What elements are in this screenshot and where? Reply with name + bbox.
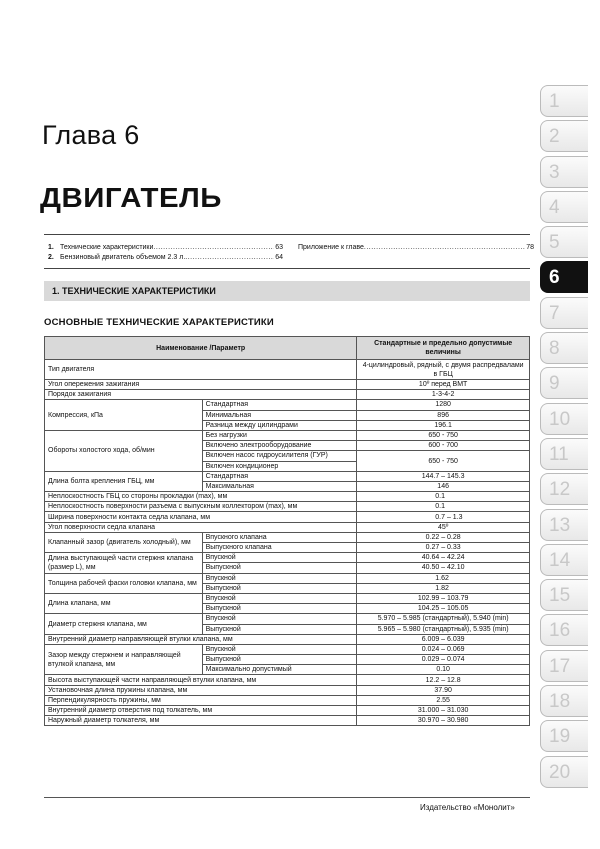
toc-right — [298, 243, 534, 253]
table-row — [45, 390, 530, 400]
param-sub: Включено электрооборудование — [202, 441, 357, 451]
table-row — [45, 492, 530, 502]
chapter-tabs — [540, 85, 588, 791]
param-sub: Впускного клапана — [202, 532, 357, 542]
toc-item-text: Приложение к главе — [298, 244, 364, 251]
table-row — [45, 360, 530, 380]
param-value: 196.1 — [357, 420, 530, 430]
param-sub: Включен кондиционер — [202, 461, 357, 471]
param-sub: Впускной — [202, 553, 357, 563]
table-row — [45, 471, 530, 481]
table-row — [45, 553, 530, 563]
param-value: 40.50 – 42.10 — [357, 563, 530, 573]
chapter-tab[interactable]: 12 — [540, 473, 588, 505]
param-name: Внутренний диаметр направляющей втулки клапана, мм — [45, 634, 357, 644]
param-name: Перпендикулярность пружины, мм — [45, 695, 357, 705]
chapter-tab[interactable]: 2 — [540, 120, 588, 152]
chapter-tab[interactable]: 5 — [540, 226, 588, 258]
param-value: 12.2 – 12.8 — [357, 675, 530, 685]
param-value: 0.029 – 0.074 — [357, 655, 530, 665]
param-sub: Выпускного клапана — [202, 543, 357, 553]
param-sub: Впускной — [202, 644, 357, 654]
param-sub: Выпускной — [202, 583, 357, 593]
param-value: 1.62 — [357, 573, 530, 583]
param-sub: Максимальная — [202, 481, 357, 491]
param-name: Высота выступающей части направляющей втулки клапана, мм — [45, 675, 357, 685]
table-row — [45, 685, 530, 695]
param-sub: Впускной — [202, 593, 357, 603]
table-row — [45, 706, 530, 716]
param-name: Компрессия, кПа — [45, 400, 203, 431]
param-value: 896 — [357, 410, 530, 420]
chapter-tab[interactable]: 19 — [540, 720, 588, 752]
subsection-heading: ОСНОВНЫЕ ТЕХНИЧЕСКИЕ ХАРАКТЕРИСТИКИ — [44, 317, 274, 328]
param-sub: Стандартная — [202, 400, 357, 410]
header-name: Наименование /Параметр — [45, 337, 357, 360]
chapter-tab[interactable]: 1 — [540, 85, 588, 117]
table-row — [45, 532, 530, 542]
chapter-tab[interactable]: 8 — [540, 332, 588, 364]
chapter-tab[interactable]: 3 — [540, 156, 588, 188]
param-name: Длина выступающей части стержня клапана (размер L), мм — [45, 553, 203, 573]
param-name: Толщина рабочей фаски головки клапана, мм — [45, 573, 203, 593]
toc-left — [48, 243, 283, 262]
param-value: 10º перед ВМТ — [357, 380, 530, 390]
param-value: 1280 — [357, 400, 530, 410]
param-value: 1.82 — [357, 583, 530, 593]
param-value: 0.22 – 0.28 — [357, 532, 530, 542]
table-row — [45, 614, 530, 624]
param-name: Тип двигателя — [45, 360, 357, 380]
param-name: Зазор между стержнем и направляющей втулкой клапана, мм — [45, 644, 203, 675]
chapter-tab[interactable]: 15 — [540, 579, 588, 611]
param-sub: Выпускной — [202, 624, 357, 634]
toc-item-page: 63 — [275, 244, 283, 251]
param-value: 0.1 — [357, 502, 530, 512]
table-row — [45, 695, 530, 705]
chapter-tab[interactable]: 17 — [540, 650, 588, 682]
param-value: 6.009 – 6.039 — [357, 634, 530, 644]
param-value: 31.000 – 31.030 — [357, 706, 530, 716]
param-sub: Стандартная — [202, 471, 357, 481]
chapter-tab[interactable]: 13 — [540, 509, 588, 541]
param-name: Порядок зажигания — [45, 390, 357, 400]
param-name: Длина болта крепления ГБЦ, мм — [45, 471, 203, 491]
table-row — [45, 634, 530, 644]
param-value: 2.55 — [357, 695, 530, 705]
table-row — [45, 512, 530, 522]
param-name: Клапанный зазор (двигатель холодный), мм — [45, 532, 203, 552]
chapter-title: ДВИГАТЕЛЬ — [40, 182, 222, 213]
param-value: 650 - 750 — [357, 430, 530, 440]
table-row — [45, 502, 530, 512]
table-header-row — [45, 337, 530, 360]
param-value: 40.64 – 42.24 — [357, 553, 530, 563]
section-title: 1. ТЕХНИЧЕСКИЕ ХАРАКТЕРИСТИКИ — [52, 286, 216, 296]
chapter-tab[interactable]: 11 — [540, 438, 588, 470]
param-value: 0.27 – 0.33 — [357, 543, 530, 553]
spec-table — [44, 336, 530, 726]
toc-item-page: 78 — [526, 244, 534, 251]
toc-top-rule — [44, 234, 530, 235]
param-value: 650 - 750 — [357, 451, 530, 471]
param-name: Неплоскостность ГБЦ со стороны прокладки (max), мм — [45, 492, 357, 502]
table-row — [45, 430, 530, 440]
toc-item[interactable] — [298, 243, 534, 253]
section-heading — [44, 281, 530, 301]
table-row — [45, 400, 530, 410]
chapter-tab[interactable]: 4 — [540, 191, 588, 223]
param-value: 104.25 – 105.05 — [357, 604, 530, 614]
param-sub: Выпускной — [202, 563, 357, 573]
param-name: Длина клапана, мм — [45, 593, 203, 613]
param-name: Установочная длина пружины клапана, мм — [45, 685, 357, 695]
param-name: Ширина поверхности контакта седла клапана, мм — [45, 512, 357, 522]
param-sub: Выпускной — [202, 655, 357, 665]
toc-item-text: Бензиновый двигатель объемом 2.3 л. — [60, 253, 186, 261]
param-value: 30.970 – 30.980 — [357, 716, 530, 726]
table-row — [45, 593, 530, 603]
param-name: Угол опережения зажигания — [45, 380, 357, 390]
chapter-tab[interactable]: 16 — [540, 614, 588, 646]
param-sub: Разница между цилиндрами — [202, 420, 357, 430]
param-sub: Максимально допустимый — [202, 665, 357, 675]
chapter-tab[interactable]: 20 — [540, 756, 588, 788]
param-value: 37.90 — [357, 685, 530, 695]
param-value: 144.7 – 145.3 — [357, 471, 530, 481]
param-value: 102.99 – 103.79 — [357, 593, 530, 603]
toc-item-page: 64 — [275, 253, 283, 261]
param-value: 0.1 — [357, 492, 530, 502]
toc-item-text: Технические характеристики — [60, 244, 154, 251]
toc-item[interactable] — [48, 243, 283, 253]
param-value: 5.965 – 5.980 (стандартный), 5.935 (min) — [357, 624, 530, 634]
param-value: 5.970 – 5.985 (стандартный), 5.940 (min) — [357, 614, 530, 624]
param-value: 600 - 700 — [357, 441, 530, 451]
toc-item[interactable] — [48, 253, 283, 263]
table-row — [45, 573, 530, 583]
param-name: Угол поверхности седла клапана — [45, 522, 357, 532]
param-sub: Впускной — [202, 614, 357, 624]
chapter-tab[interactable]: 7 — [540, 297, 588, 329]
footer-rule — [44, 797, 530, 798]
chapter-tab-active[interactable]: 6 — [540, 261, 588, 293]
param-name: Обороты холостого хода, об/мин — [45, 430, 203, 471]
table-row — [45, 716, 530, 726]
chapter-tab[interactable]: 10 — [540, 403, 588, 435]
param-value: 0.024 – 0.069 — [357, 644, 530, 654]
param-sub: Включен насос гидроусилителя (ГУР) — [202, 451, 357, 461]
param-value: 4-цилиндровый, рядный, с двумя распредвалами в ГБЦ — [357, 360, 530, 380]
param-sub: Без нагрузки — [202, 430, 357, 440]
param-value: 0.7 – 1.3 — [357, 512, 530, 522]
publisher: Издательство «Монолит» — [420, 803, 515, 812]
param-name: Наружный диаметр толкателя, мм — [45, 716, 357, 726]
param-value: 1-3-4-2 — [357, 390, 530, 400]
table-row — [45, 675, 530, 685]
param-sub: Впускной — [202, 573, 357, 583]
header-value: Стандартные и предельно допустимые величины — [357, 337, 530, 360]
table-row — [45, 380, 530, 390]
param-name: Диаметр стержня клапана, мм — [45, 614, 203, 634]
toc-bottom-rule — [44, 268, 530, 269]
param-value: 45º — [357, 522, 530, 532]
toc-item-num: 1. — [48, 244, 54, 251]
toc-item-num: 2. — [48, 253, 54, 261]
chapter-tab[interactable]: 18 — [540, 685, 588, 717]
chapter-label: Глава 6 — [42, 120, 140, 150]
param-value: 146 — [357, 481, 530, 491]
chapter-tab[interactable]: 14 — [540, 544, 588, 576]
table-row — [45, 644, 530, 654]
param-name: Неплоскостность поверхности разъема с выпускным коллектором (max), мм — [45, 502, 357, 512]
param-sub: Минимальная — [202, 410, 357, 420]
param-name: Внутренний диаметр отверстия под толкатель, мм — [45, 706, 357, 716]
param-sub: Выпускной — [202, 604, 357, 614]
chapter-tab[interactable]: 9 — [540, 367, 588, 399]
table-row — [45, 522, 530, 532]
param-value: 0.10 — [357, 665, 530, 675]
